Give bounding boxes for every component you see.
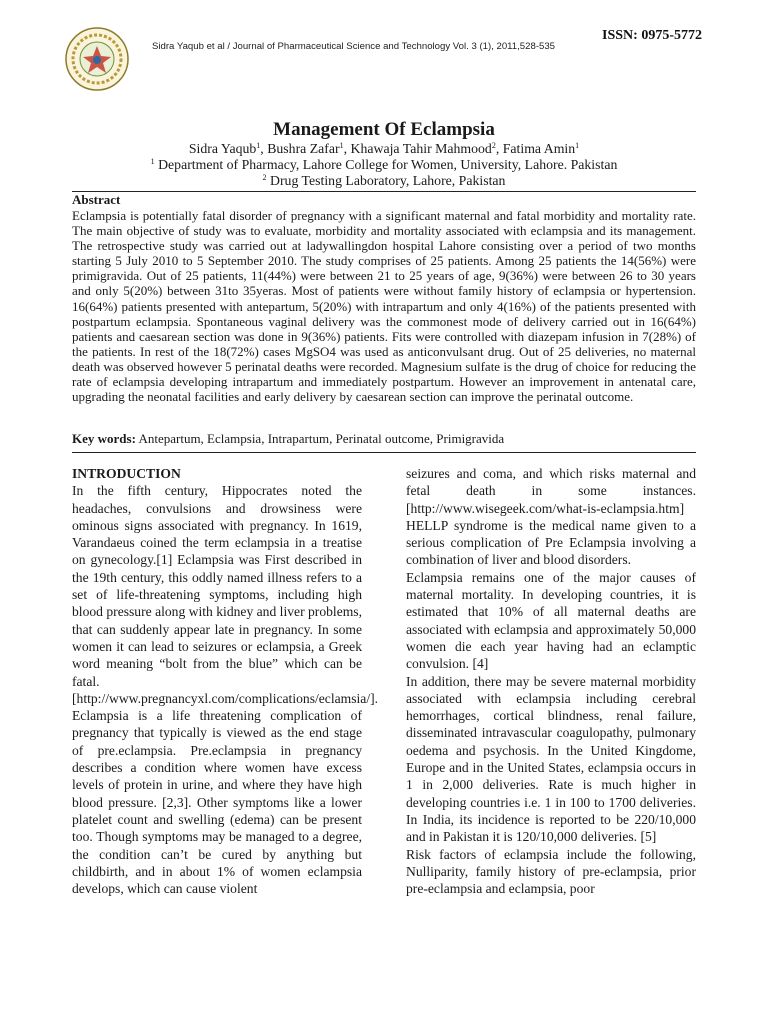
author-affiliation-mark: 1 [256, 141, 261, 150]
affiliation-1 [0, 157, 768, 173]
body-paragraph: In addition, there may be severe maternal morbidity associated with eclampsia including cerebral hemorrhages, cortical blindness, renal failure, disseminated intravascular coagulopathy, pulmonary oedema and psychosis. In the United Kingdome, Europe and in the United States, eclampsia occurs in 1 in 2,000 deliveries. Rate is much higher in developing countries i.e. 1 in 100 to 1700 deliveries. In India, its incidence is reported to be 220/10,000 and in Pakistan it is 120/10,000 deliveries. [5] [406, 673, 696, 845]
affiliation-text: Department of Pharmacy, Lahore College for Women, University, Lahore. Pakistan [158, 157, 618, 172]
author-affiliation-mark: 1 [339, 141, 344, 150]
left-column [72, 465, 379, 897]
author-name: Khawaja Tahir Mahmood [350, 141, 492, 156]
abstract-text: Eclampsia is potentially fatal disorder of pregnancy with a significant maternal and fatal morbidity and mortality rate. The main objective of study was to evaluate, morbidity and mortality associated with eclampsia and its management. The retrospective study was carried out at ladywallingdon hospital Lahore consisting over a period of two months starting 5 July 2010 to 5 September 2010. The study comprises of 25 patients. Among 25 patients the 14(56%) were primigravida. Out of 25 patients, 11(44%) were between 21 to 25 years of age, 9(36%) were between 26 to 30 years and only 5(20%) between 31to 35yeras. Most of patients were without family history of eclampsia or hypertension. 16(64%) patients presented with antepartum, 5(20%) with intrapartum and only 4(16%) of the patients presented with postpartum eclampsia. Spontaneous vaginal delivery was the commonest mode of delivery carried out in 16(64%) patients and caesarean section was done in 9(36%) patients. Fits were controlled with diazepam infusion in 7(28%) of the patients. In rest of the 18(72%) cases MgSO4 was used as anticonvulsant drug. Out of 25 deliveries, no maternal death was observed however 5 perinatal deaths were recorded. Magnesium sulfate is the drug of choice for reducing the rate of eclampsia developing intrapartum and immediately postpartum. However an improvement in antenatal care, upgrading the neonatal facilities and early delivery by caesarean section can improve the perinatal outcome. [72, 208, 696, 405]
affiliation-text: Drug Testing Laboratory, Lahore, Pakistan [270, 173, 506, 188]
body-paragraph: Eclampsia remains one of the major causes of maternal mortality. In developing countries, it is estimated that 10% of all maternal deaths are associated with eclampsia and approximately 50,000 women die each year having had an eclamptic convulsion. [4] [406, 569, 696, 672]
author-name: Sidra Yaqub [188, 141, 257, 156]
introduction-heading: INTRODUCTION [72, 466, 181, 481]
journal-citation: Sidra Yaqub et al / Journal of Pharmaceutical Science and Technology Vol. 3 (1), 2011,528-535 [152, 41, 556, 52]
right-column [406, 465, 696, 897]
author-name: Bushra Zafar [267, 141, 340, 156]
body-paragraph: In the fifth century, Hippocrates noted the headaches, convulsions and drowsiness were ominous signs associated with pregnancy. In 1619, Varandaeus coined the term eclampsia in a treatise on gynecology.[1] Eclampsia was First described in the 19th century, this oddly named illness refers to a set of life-threatening symptoms, including high blood pressure along with kidney and liver problems, that can suddenly appear late in pregnancy. In some women it can lead to seizures or eclampsia, a Greek word meaning “bolt from the blue” which can be fatal. [http://www.pregnancyxl.com/complications/eclamsia/]. [72, 483, 379, 706]
paper-title: Management Of Eclampsia [273, 119, 495, 140]
keywords-line [72, 431, 696, 446]
affiliation-2 [0, 173, 768, 189]
body-paragraph: seizures and coma, and which risks maternal and fetal death in some instances. [http://www.wisegeek.com/what-is-eclampsia.htm] HELLP syndrome is the medical name given to a serious complication of Pre Eclampsia involving a combination of liver and blood disorders. [406, 466, 696, 568]
university-seal-icon [64, 26, 130, 92]
keywords-label: Key words: [72, 431, 136, 446]
affiliation-mark: 1 [150, 157, 155, 166]
abstract-heading: Abstract [72, 192, 121, 207]
body-paragraph: Risk factors of eclampsia include the following, Nulliparity, family history of pre-eclampsia, prior pre-eclampsia and eclampsia, poor [406, 846, 696, 897]
affiliation-mark: 2 [262, 173, 267, 182]
keywords-text: Antepartum, Eclampsia, Intrapartum, Perinatal outcome, Primigravida [138, 431, 505, 446]
author-affiliation-mark: 1 [575, 141, 580, 150]
author-list: Sidra Yaqub$^1$, Bushra Zafar$^1$, Khawaja Tahir Mahmood$^2$, Fatima Amin$^1$ [188, 141, 580, 156]
author-name: Fatima Amin [502, 141, 576, 156]
body-paragraph: Eclampsia is a life threatening complication of pregnancy that typically is viewed as the end stage of pre.eclampsia. Pre.eclampsia in pregnancy describes a condition where women have excess levels of protein in urine, and where they have high blood pressure. [2,3]. Other symptoms like a lower platelet count and swelling (edema) can be present too. Though symptoms may be managed to a degree, the condition can’t be cured by anything but childbirth, and in about 1% of women eclampsia develops, which can cause violent [72, 708, 362, 897]
issn-number: ISSN: 0975-5772 [602, 28, 702, 43]
author-affiliation-mark: 2 [491, 141, 496, 150]
